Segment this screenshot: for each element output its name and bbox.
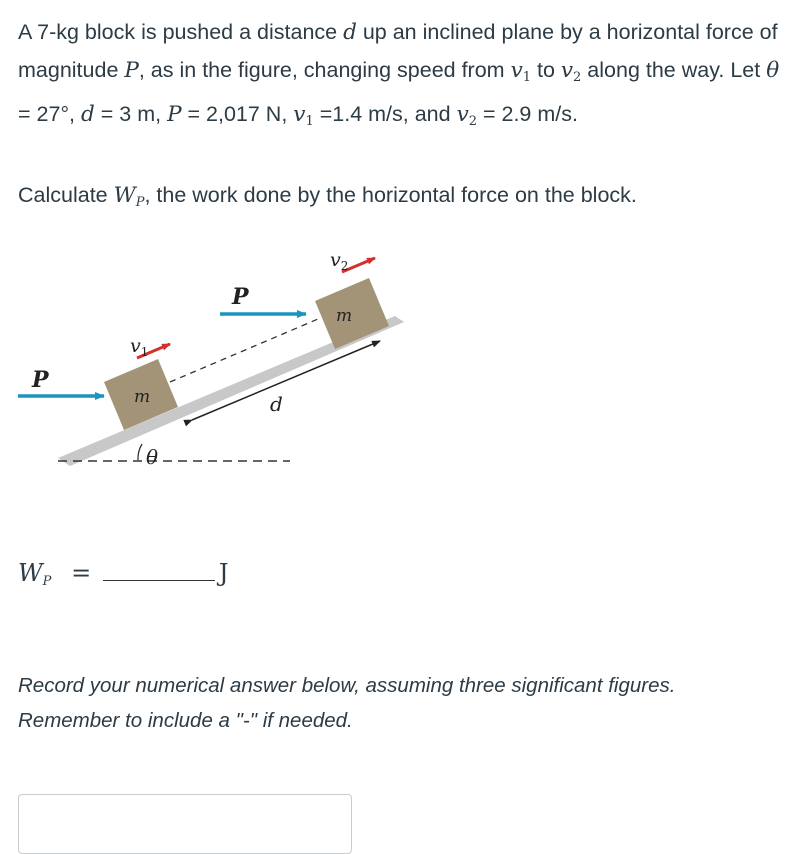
label-m-right: m	[336, 306, 353, 326]
answer-var-W: W	[18, 559, 43, 587]
value-P: = 2,017 N,	[181, 102, 294, 126]
label-v1-letter: v	[130, 335, 141, 357]
var-d: d	[343, 20, 357, 45]
label-P-left: P	[32, 367, 49, 393]
var-v2-subscript: 2	[573, 69, 582, 85]
var-d: d	[81, 102, 95, 127]
var-v2: v	[560, 57, 574, 83]
problem-text-part: along the way. Let	[581, 57, 767, 82]
var-W: W	[113, 183, 136, 208]
distance-arrow	[192, 341, 380, 420]
problem-statement	[18, 14, 788, 141]
var-v1-subscript: 1	[522, 69, 531, 85]
label-m-left: m	[134, 387, 151, 407]
instructions-line-1: Record your numerical answer below, assuming three significant figures.	[18, 674, 676, 697]
label-v1	[130, 335, 148, 359]
label-v1-subscript: 1	[140, 345, 149, 359]
var-v1: v	[510, 57, 523, 83]
value-v2: = 2.9 m/s.	[477, 102, 578, 126]
value-v1: =1.4 m/s, and	[313, 102, 457, 126]
value-theta: = 27°	[18, 102, 70, 126]
label-v2-letter: v	[330, 249, 341, 271]
var-P: P	[167, 102, 182, 127]
var-theta: θ	[766, 57, 780, 83]
problem-text-part: , as in the figure, changing speed from	[138, 57, 511, 82]
var-W-subscript: P	[135, 195, 145, 210]
answer-unit: J	[218, 559, 229, 587]
displacement-dashed-line	[170, 319, 318, 382]
label-v2-subscript: 2	[340, 259, 349, 273]
label-P-right: P	[232, 284, 249, 310]
problem-text-part: to	[531, 57, 561, 82]
incline-figure	[0, 230, 420, 480]
question-text	[18, 177, 788, 221]
var-v1: v	[293, 102, 306, 127]
answer-var-W-subscript: P	[42, 574, 52, 589]
answer-blank	[103, 558, 215, 581]
var-v1-subscript: 1	[305, 114, 314, 129]
var-v2-subscript: 2	[468, 114, 477, 129]
problem-text-part: ,	[69, 102, 81, 126]
label-v2	[330, 249, 348, 273]
question-text-part: Calculate	[18, 183, 114, 207]
instructions	[18, 668, 788, 738]
numerical-answer-input[interactable]	[18, 794, 352, 854]
answer-equals: =	[71, 559, 92, 587]
problem-text-part: up an inclined plane by a horizontal force of magnitude	[18, 20, 778, 82]
var-v2: v	[456, 102, 469, 127]
value-d: = 3 m,	[94, 102, 168, 126]
question-text-part: , the work done by the horizontal force on the block.	[144, 183, 637, 207]
problem-text-part: A 7-kg block is pushed a distance	[18, 20, 344, 44]
angle-arc	[138, 444, 142, 460]
var-P: P	[124, 57, 139, 83]
label-d: d	[270, 392, 283, 416]
label-theta: θ	[146, 445, 159, 469]
instructions-line-2: Remember to include a "-" if needed.	[18, 709, 353, 732]
answer-equation	[18, 558, 228, 589]
problem-text	[18, 14, 788, 141]
